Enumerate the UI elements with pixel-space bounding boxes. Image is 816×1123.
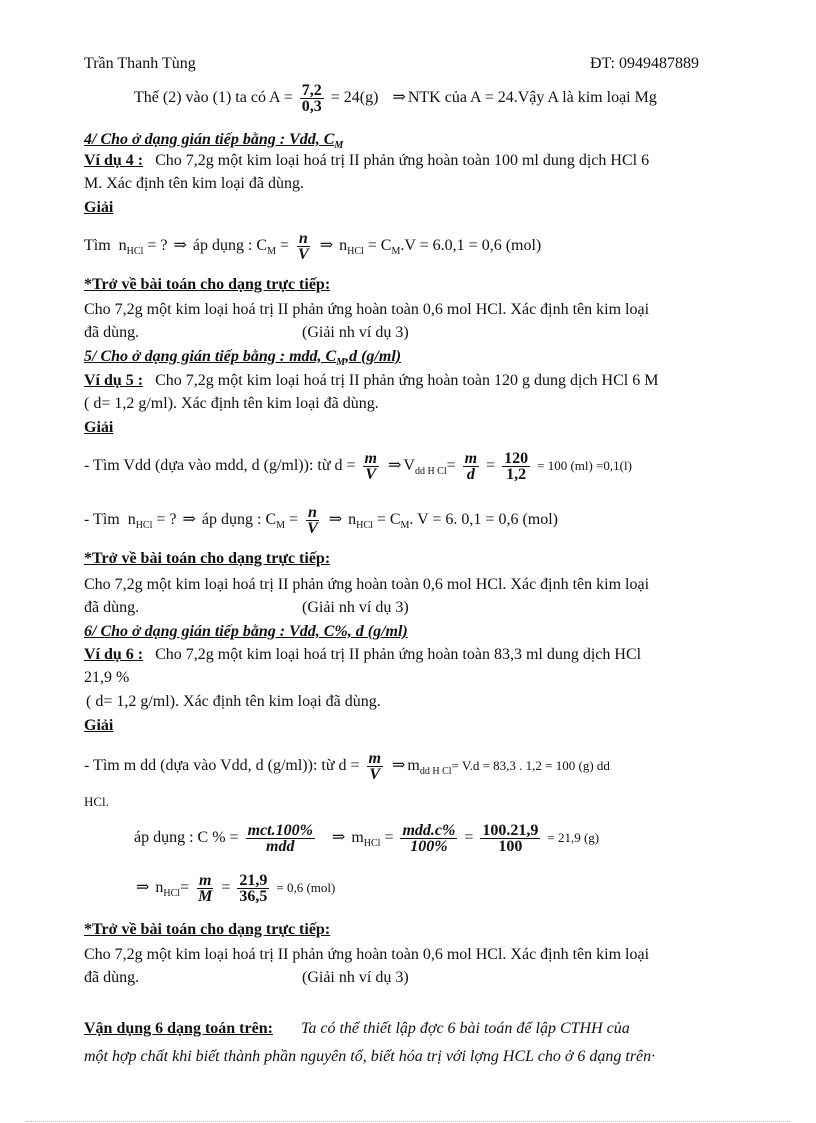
text: V [403,457,415,474]
solution-5-formula [84,502,558,544]
text: = ? [156,511,177,528]
text: đã dùng. [84,969,140,986]
solution-6-moles [134,868,335,914]
heading-sub: M [336,357,346,369]
example-5-line2: ( d= 1,2 g/ml). Xác định tên kim loại đã dùng. [84,395,379,412]
text: = [446,457,456,474]
implies-icon: ⇒ [328,511,343,528]
fraction-num: 21,9 [239,871,268,889]
fraction [400,823,457,854]
fraction [296,231,311,262]
solution-6-mass [84,746,610,792]
text: n [339,237,348,254]
text: NTK của A = 24.Vậy A là kim loại Mg [407,89,657,106]
text: đã dùng. [84,599,140,616]
fraction [196,873,214,904]
text: = [289,511,299,528]
solution-heading: Giải [84,717,114,734]
text: n [348,511,357,528]
fraction-num: m [364,449,377,467]
author-name: Trần Thanh Tùng [84,55,196,72]
text: Tìm [84,237,111,254]
fraction-num: 100.21,9 [482,821,539,839]
text: = [221,879,231,896]
section-5-heading [84,347,401,373]
text: m [407,757,420,774]
text: áp dụng : C % = [134,829,239,846]
example-text: Cho 7,2g một kim loại hoá trị II phản ứng hoàn toàn 120 g dung dịch HCl 6 M [155,372,659,389]
text: = C [367,237,392,254]
text: - Tìm [84,511,120,528]
text: = 100 (ml) =0,1(l) [537,458,632,473]
fraction-num: mdd.c% [402,821,456,839]
example-text: Cho 7,2g một kim loại hoá trị II phản ứng hoàn toàn 100 ml dung dịch HCl 6 [155,152,650,169]
fraction-den: V [369,765,381,783]
text: đã dùng. [84,324,140,341]
fraction-den: V [307,519,318,537]
fraction [463,451,479,482]
implies-icon: ⇒ [391,757,406,774]
text: = 0,6 (mol) [276,880,336,895]
fraction-den: 36,5 [239,887,268,905]
text: = [180,879,190,896]
solution-6-mass-cont: HCl. [84,794,109,809]
application-line2: một hợp chất khi biết thành phần nguyên tố, biết hóa trị với lợng HCL cho ở 6 dạng trên· [84,1048,656,1065]
sub: M [400,520,410,532]
text: m [351,829,364,846]
example-label: Ví dụ 5 : [84,372,144,389]
example-label: Ví dụ 4 : [84,152,144,169]
text: Thế (2) vào (1) ta có A = [134,89,293,106]
fraction-den: M [198,887,213,905]
text: = 21,9 (g) [547,830,600,845]
fraction-num: 120 [504,449,529,467]
sub: HCl [126,246,144,258]
text: - Tìm m dd (dựa vào Vdd, d (g/ml)): từ d = [84,757,360,774]
fraction-den: 100% [410,837,448,855]
text: = [464,829,474,846]
fraction-den: mdd [266,837,295,855]
direct-problem-line1: Cho 7,2g một kim loại hoá trị II phản ứng hoàn toàn 0,6 mol HCl. Xác định tên kim loại [84,301,650,318]
fraction-num: m [368,749,381,767]
implies-icon: ⇒ [319,237,334,254]
text: n [127,511,136,528]
fraction-num: mct.100% [247,821,313,839]
fraction-num: m [464,449,478,467]
heading-text: 5/ Cho ở dạng gián tiếp bằng : mdd, C [84,348,337,365]
fraction [300,83,324,114]
back-to-direct-heading: *Trở về bài toán cho dạng trực tiếp: [84,921,331,938]
text: áp dụng : C [192,237,268,254]
implies-icon: ⇒ [392,89,406,106]
fraction-den: V [298,245,309,263]
sub: HCl [347,246,364,258]
solution-4-formula [84,228,541,270]
fraction-num: 7,2 [301,81,322,99]
text: = [384,829,394,846]
section-6-heading: 6/ Cho ở dạng gián tiếp bằng : Vdd, C%, d (g/ml) [84,623,408,640]
example-text: Cho 7,2g một kim loại hoá trị II phản ứng hoàn toàn 83,3 ml dung dịch HCl [155,646,642,663]
fraction-den: 1,2 [506,465,527,483]
substitution-line [134,80,657,116]
application-line1 [84,1019,630,1039]
fraction [367,751,383,782]
text: = C [376,511,401,528]
text: n [155,879,164,896]
direct-problem-line1: Cho 7,2g một kim loại hoá trị II phản ứng hoàn toàn 0,6 mol HCl. Xác định tên kim loại [84,576,650,593]
text: - Tìm Vdd (dựa vào mdd, d (g/ml)): từ d = [84,457,356,474]
implies-icon: ⇒ [173,237,187,254]
example-label: Ví dụ 6 : [84,646,144,663]
direct-problem-line1: Cho 7,2g một kim loại hoá trị II phản ứng hoàn toàn 0,6 mol HCl. Xác định tên kim loại [84,946,650,963]
sub: HCl [363,838,381,850]
phone-number: ĐT: 0949487889 [590,55,699,72]
implies-icon: ⇒ [387,457,402,474]
example-6-line2: 21,9 % [84,669,130,686]
direct-problem-line2 [84,968,409,988]
text: . V = 6. 0,1 = 0,6 (mol) [409,511,558,528]
implies-icon: ⇒ [136,879,150,896]
implies-icon: ⇒ [182,511,196,528]
back-to-direct-heading: *Trở về bài toán cho dạng trực tiếp: [84,276,331,293]
text: (Giải nh ví dụ 3) [302,324,409,341]
example-5-line1 [84,371,658,391]
text: (Giải nh ví dụ 3) [302,969,409,986]
fraction [502,451,530,482]
fraction-num: n [298,229,308,247]
text: = V.d = 83,3 . 1,2 = 100 (g) dd [451,758,610,773]
text: = ? [147,237,168,254]
fraction-num: m [199,871,212,889]
sub: dd H Cl [419,766,452,778]
application-text: Ta có thể thiết lập đợc 6 bài toán để lập CTHH của [300,1020,630,1037]
heading-text: ,d (g/ml) [345,348,402,365]
text: n [118,237,127,254]
fraction [246,823,315,854]
direct-problem-line2 [84,323,409,343]
example-4-line2: M. Xác định tên kim loại đã dùng. [84,175,304,192]
solution-heading: Giải [84,199,114,216]
solution-heading: Giải [84,419,114,436]
sub: HCl [163,888,181,900]
text: áp dụng : C [201,511,277,528]
solution-5-volume [84,446,632,492]
sub: HCl [135,520,153,532]
sub: M [267,246,276,258]
implies-icon: ⇒ [331,829,346,846]
back-to-direct-heading: *Trở về bài toán cho dạng trực tiếp: [84,550,331,567]
sub: dd H Cl [414,466,447,478]
application-label: Vận dụng 6 dạng toán trên: [84,1020,273,1037]
direct-problem-line2 [84,598,409,618]
fraction [305,505,320,536]
fraction-num: n [307,503,317,521]
text: .V = 6.0,1 = 0,6 (mol) [400,237,542,254]
sub: M [391,246,401,258]
fraction [363,451,379,482]
sub: M [276,520,286,532]
page-bottom-divider [26,1121,790,1122]
fraction [480,823,540,854]
fraction-den: d [466,465,475,483]
text: = [280,237,290,254]
fraction-den: 100 [498,837,523,855]
example-6-line3: ( d= 1,2 g/ml). Xác định tên kim loại đã dùng. [86,693,381,710]
text: = 24(g) [330,89,379,106]
sub: HCl [356,520,373,532]
fraction [237,873,269,904]
fraction-den: 0,3 [301,97,322,115]
example-4-line1 [84,151,649,171]
example-6-line1 [84,645,641,665]
heading-text: 4/ Cho ở dạng gián tiếp bằng : Vdd, C [84,131,335,148]
heading-sub: M [334,140,344,152]
solution-6-percent [134,818,599,864]
text: = [486,457,496,474]
fraction-den: V [365,465,377,483]
text: (Giải nh ví dụ 3) [302,599,409,616]
